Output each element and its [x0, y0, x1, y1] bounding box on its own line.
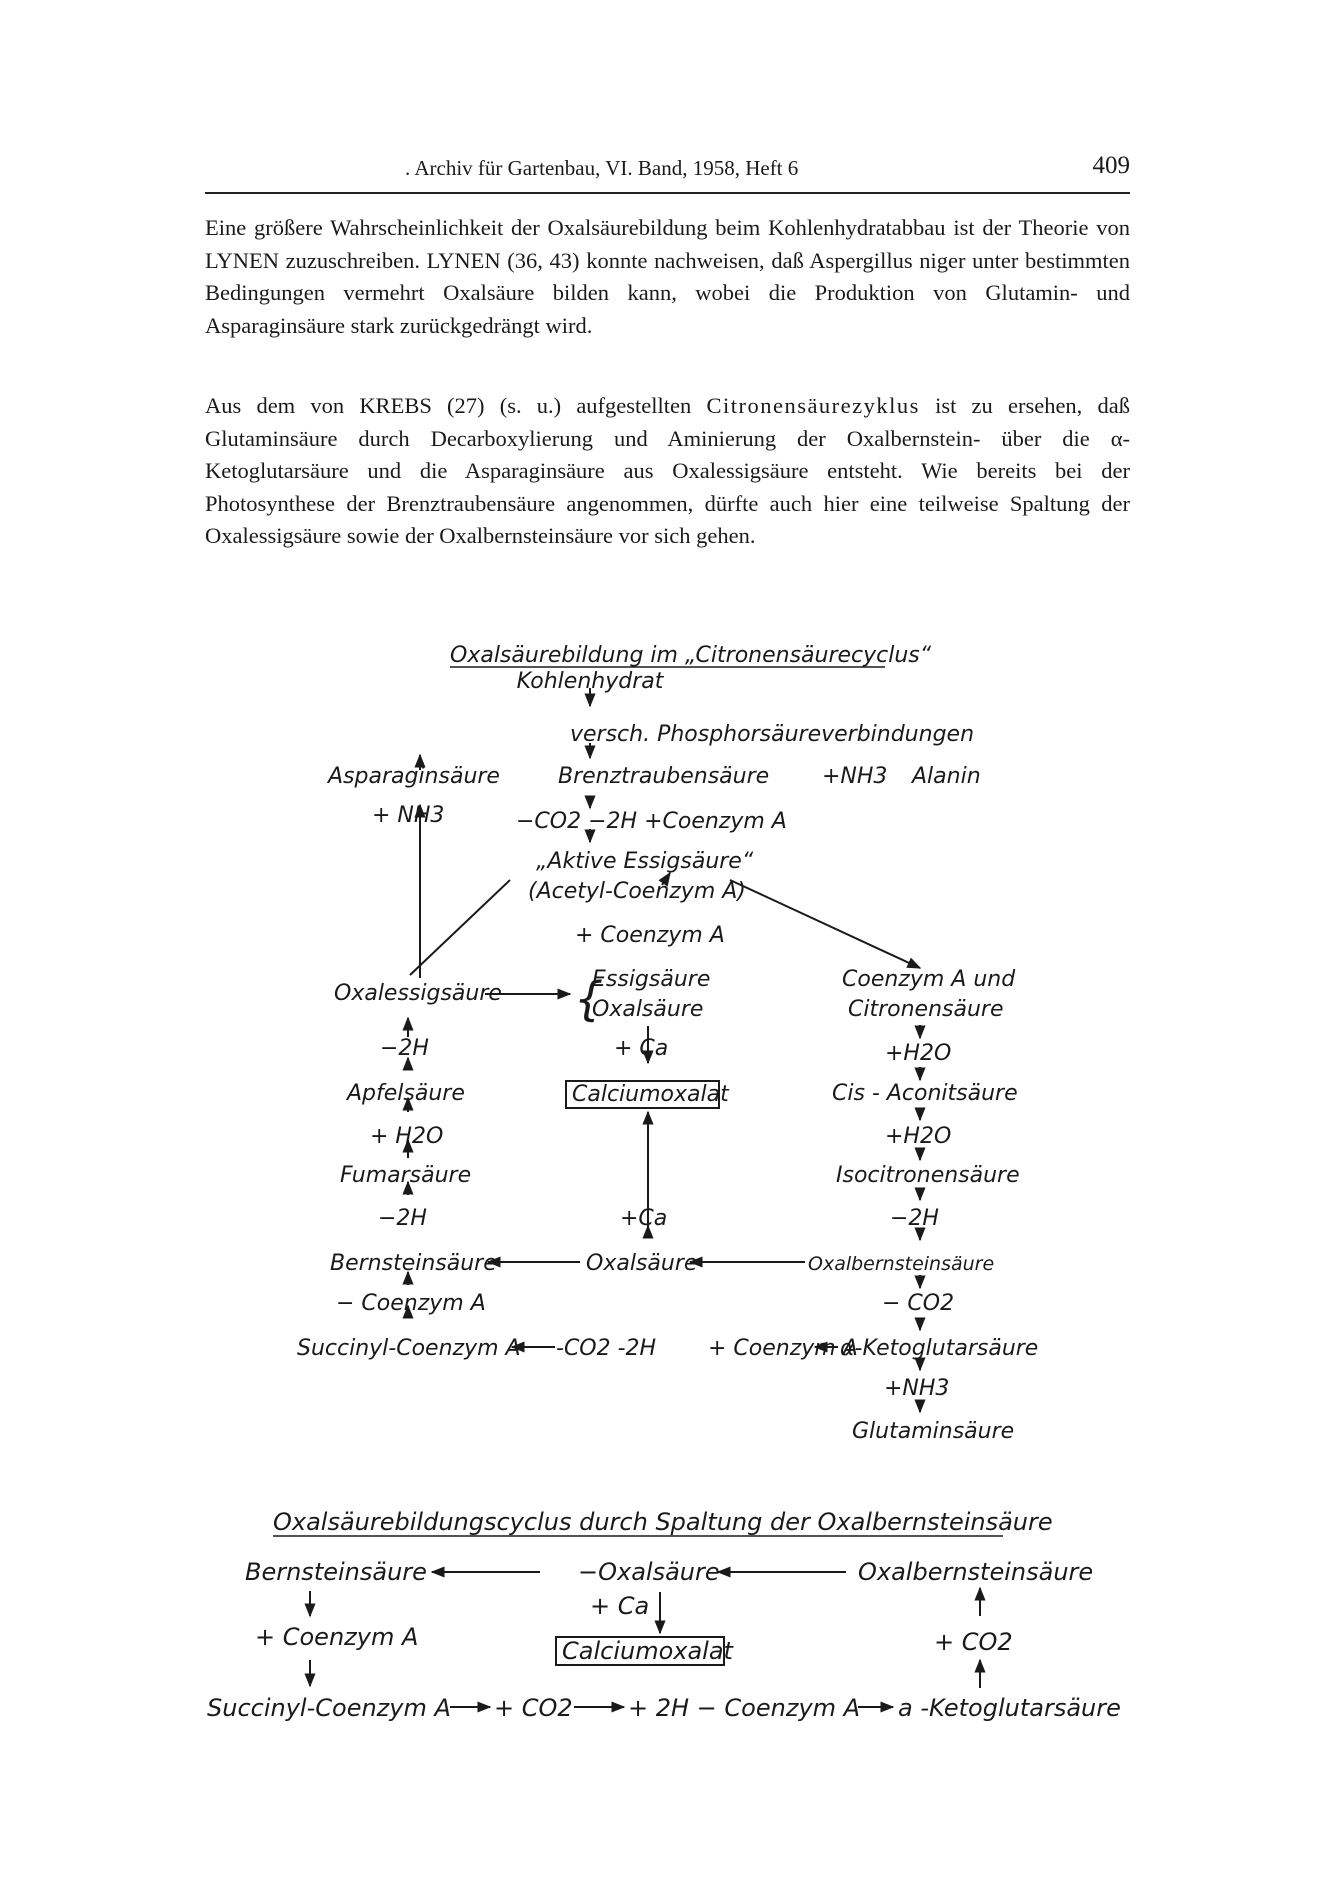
label-kohlenhydrat: Kohlenhydrat — [516, 669, 664, 694]
label-oxalessigsaeure: Oxalessigsäure — [334, 981, 502, 1006]
label-oxalbernsteinsaeure: Oxalbernsteinsäure — [808, 1253, 995, 1275]
label-minus-coenzym-a: − Coenzym A — [336, 1291, 486, 1316]
label2-plus-coenzym-a: + Coenzym A — [255, 1623, 419, 1651]
label-oxalsaeure-bottom: Oxalsäure — [586, 1251, 698, 1276]
label-nh3-aspartate: + NH3 — [372, 803, 445, 828]
label2-oxalsaeure: −Oxalsäure — [578, 1558, 720, 1586]
label-decarboxylation: −CO2 −2H +Coenzym A — [516, 809, 787, 834]
label2-plus-co2: + CO2 — [934, 1628, 1013, 1656]
label-plus-h2o-1: +H2O — [885, 1041, 952, 1066]
label-plus-nh3-bottom: +NH3 — [884, 1376, 950, 1401]
label-alanin: Alanin — [912, 764, 981, 789]
label-minus-co2: − CO2 — [882, 1291, 955, 1316]
citric-cycle-labels — [297, 643, 1038, 1444]
label-isocitronensaeure: Isocitronensäure — [836, 1163, 1020, 1188]
paragraph-1-text-b: zuzuschreiben. — [278, 247, 427, 273]
running-title: . Archiv für Gartenbau, VI. Band, 1958, Heft 6 — [405, 156, 799, 180]
label-coenzym-a-und: Coenzym A und — [842, 967, 1016, 992]
label-minus-2h-right: −2H — [890, 1206, 939, 1231]
label-bernsteinsaeure: Bernsteinsäure — [330, 1251, 497, 1276]
cleavage-cycle-labels — [207, 1508, 1121, 1722]
paragraph-1-text-a: Eine größere Wahrscheinlichkeit der Oxalsäurebildung beim Kohlenhydratabbau ist der Theorie von — [205, 215, 1130, 240]
label2-co2: + CO2 — [494, 1694, 573, 1722]
label-succinyl-coenzym-a: Succinyl-Coenzym A — [297, 1336, 521, 1361]
label2-bernsteinsaeure: Bernsteinsäure — [245, 1558, 427, 1586]
label-cis-aconitsaeure: Cis - Aconitsäure — [832, 1081, 1018, 1106]
label-citronensaeure: Citronensäure — [848, 997, 1004, 1022]
label2-plus-ca: + Ca — [590, 1592, 650, 1620]
label-plus-ca-top: + Ca — [614, 1036, 669, 1061]
label-fumarsaeure: Fumarsäure — [340, 1163, 472, 1188]
label-apfelsaeure: Apfelsäure — [347, 1081, 465, 1106]
label-co2-2h: -CO2 -2H — [556, 1336, 657, 1361]
label-nh3-alanin-side: +NH3 — [822, 764, 888, 789]
author-lynen: LYNEN — [205, 247, 279, 273]
author-krebs: KREBS — [359, 393, 432, 418]
label-acetyl-coenzym: (Acetyl-Coenzym A) — [528, 879, 746, 904]
label-minus-2h-2: −2H — [378, 1206, 427, 1231]
page-number: 409 — [1092, 152, 1130, 179]
label2-2h-coenzym-a: + 2H − Coenzym A — [628, 1694, 861, 1722]
paragraph-1-text-c: (36, 43) konnte nachweisen, daß Aspergillus niger unter bestimmten Bedingungen vermehrt Oxalsäure bilden kann, wobei die Produktion von Glutamin- und Asparaginsäure stark zurückgedrängt wird. — [205, 247, 1130, 338]
label2-calciumoxalat: Calciumoxalat — [562, 1637, 733, 1665]
label-glutaminsaeure: Glutaminsäure — [852, 1419, 1015, 1444]
label-plus-h2o-2: +H2O — [885, 1124, 952, 1149]
label-aktive-essigsaeure: „Aktive Essigsäure“ — [536, 849, 754, 874]
paragraph-2-text-a: Aus dem von — [205, 393, 360, 418]
diagram1-title: Oxalsäurebildung im „Citronensäurecyclus“ — [450, 643, 932, 668]
label-brenztraubensaeure: Brenztraubensäure — [558, 764, 770, 789]
citric-acid-cycle-term: Citronensäurezyklus — [706, 393, 920, 418]
label-phosphorsaeureverbindungen: versch. Phosphorsäureverbindungen — [570, 722, 975, 747]
label2-oxalbernsteinsaeure: Oxalbernsteinsäure — [858, 1558, 1094, 1586]
label-ketoglutarsaeure: α-Ketoglutarsäure — [840, 1336, 1039, 1361]
paragraph-2-text-c: ist zu ersehen, daß Glutaminsäure durch Decarboxylierung und Aminierung der Oxalbernstein- über die α-Ketoglutarsäure und die Asparaginsäure aus Oxalessigsäure entsteht. Wie bereits bei der Photosynthese der Brenztraubensäure angenommen, dürfte auch hier eine teilweise Spaltung der Oxalessigsäure sowie der Oxalbernsteinsäure vor sich gehen. — [205, 393, 1130, 548]
label-asparaginsaeure: Asparaginsäure — [328, 764, 500, 789]
label-plus-coenzym-ketoglutar: + Coenzym A — [708, 1336, 858, 1361]
paragraph-2-text-b: (27) (s. u.) aufgestellten — [431, 393, 707, 418]
label-plus-h2o-left: + H2O — [370, 1124, 444, 1149]
author-lynen: LYNEN — [426, 247, 501, 273]
label-minus-2h-1: −2H — [380, 1036, 429, 1061]
label2-succinyl-coenzym-a: Succinyl-Coenzym A — [207, 1694, 451, 1722]
label-essigsaeure: Essigsäure — [592, 967, 711, 992]
diagram2-title: Oxalsäurebildungscyclus durch Spaltung der Oxalbernsteinsäure — [273, 1508, 1053, 1536]
label-oxalsaeure-mid: Oxalsäure — [592, 997, 704, 1022]
label2-ketoglutarsaeure: a -Ketoglutarsäure — [898, 1694, 1121, 1722]
label-plus-ca-bottom: +Ca — [620, 1206, 668, 1231]
label-calciumoxalat-top: Calciumoxalat — [572, 1082, 729, 1107]
brace: { — [574, 972, 604, 1026]
label-plus-coenzym-a: + Coenzym A — [575, 923, 725, 948]
